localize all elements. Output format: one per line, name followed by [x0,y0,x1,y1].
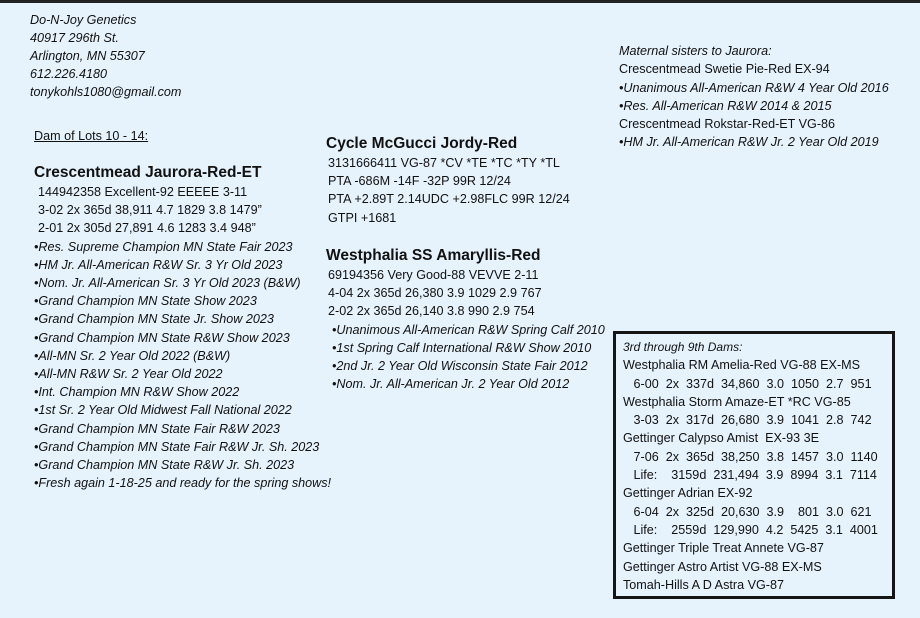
street-address: 40917 296th St. [30,31,119,45]
amaryllis-record-2: 2-02 2x 365d 26,140 3.8 990 2.9 754 [328,304,535,319]
amaryllis-honor: •2nd Jr. 2 Year Old Wisconsin State Fair 2012 [332,359,588,374]
jaurora-block [34,163,331,492]
dam-line: Gettinger Adrian EX-92 [623,486,753,501]
dam-line: 3-03 2x 317d 26,680 3.9 1041 2.8 742 [623,413,872,428]
dams-box [613,331,895,599]
amaryllis-honor: •1st Spring Calf International R&W Show 2010 [332,340,592,355]
jaurora-honor: •Grand Champion MN State Jr. Show 2023 [34,312,274,327]
phone-number: 612.226.4180 [30,67,108,81]
jaurora-honor: •Grand Champion MN State Show 2023 [34,294,257,309]
jaurora-record-1: 3-02 2x 365d 38,911 4.7 1829 3.8 1479” [38,203,262,218]
amaryllis-honor: •Unanimous All-American R&W Spring Calf 2010 [332,322,605,337]
sire-name: Cycle McGucci Jordy-Red [326,135,518,152]
jaurora-honor: •Fresh again 1-18-25 and ready for the spring shows! [34,476,332,491]
maternal-sister-line: •Res. All-American R&W 2014 & 2015 [619,98,832,113]
sire-block [326,134,570,227]
amaryllis-block [326,246,605,393]
jaurora-honor: •All-MN Sr. 2 Year Old 2022 (B&W) [34,348,231,363]
maternal-sisters-block [619,42,889,152]
sire-detail-line: 3131666411 VG-87 *CV *TE *TC *TY *TL [328,156,560,170]
dam-line: Life: 3159d 231,494 3.9 8994 3.1 7114 [623,468,877,483]
dam-line: Life: 2559d 129,990 4.2 5425 3.1 4001 [623,522,878,537]
top-border-line [0,0,920,3]
contact-block [30,11,181,101]
jaurora-honor: •Grand Champion MN State R&W Show 2023 [34,330,290,345]
jaurora-honor: •Nom. Jr. All-American Sr. 3 Yr Old 2023 (B&W) [34,276,301,291]
sire-detail-line: GTPI +1681 [328,210,397,225]
jaurora-honor: •All-MN R&W Sr. 2 Year Old 2022 [34,367,223,382]
jaurora-honor: •1st Sr. 2 Year Old Midwest Fall National 2022 [34,403,292,418]
jaurora-honor: •HM Jr. All-American R&W Sr. 3 Yr Old 2023 [34,257,283,272]
maternal-sister-line: Crescentmead Swetie Pie-Red EX-94 [619,62,830,77]
jaurora-name: Crescentmead Jaurora-Red-ET [34,164,262,181]
dam-of-lots-heading: Dam of Lots 10 - 14: [34,129,149,143]
amaryllis-id-line: 69194356 Very Good-88 VEVVE 2-11 [328,268,539,282]
jaurora-id-line: 144942358 Excellent-92 EEEEE 3-11 [38,185,248,199]
jaurora-honor: •Grand Champion MN State Fair R&W Jr. Sh. 2023 [34,439,320,454]
amaryllis-name: Westphalia SS Amaryllis-Red [326,247,541,264]
jaurora-honor: •Grand Champion MN State R&W Jr. Sh. 2023 [34,458,295,473]
dam-line: Westphalia RM Amelia-Red VG-88 EX-MS [623,358,861,373]
amaryllis-record-1: 4-04 2x 365d 26,380 3.9 1029 2.9 767 [328,286,542,301]
maternal-sister-line: Crescentmead Rokstar-Red-ET VG-86 [619,117,836,132]
city-state-zip: Arlington, MN 55307 [30,49,145,63]
jaurora-honor: •Grand Champion MN State Fair R&W 2023 [34,421,280,436]
farm-name: Do-N-Joy Genetics [30,13,137,27]
sire-detail-line: PTA +2.89T 2.14UDC +2.98FLC 99R 12/24 [328,192,570,207]
dam-line: Tomah-Hills A D Astra VG-87 [623,577,784,592]
jaurora-honor: •Int. Champion MN R&W Show 2022 [34,385,240,400]
dam-line: 6-00 2x 337d 34,860 3.0 1050 2.7 951 [623,376,872,391]
maternal-sister-line: •HM Jr. All-American R&W Jr. 2 Year Old 2019 [619,135,879,150]
dam-line: 7-06 2x 365d 38,250 3.8 1457 3.0 1140 [623,449,878,464]
maternal-sisters-heading: Maternal sisters to Jaurora: [619,44,772,58]
email-address: tonykohls1080@gmail.com [30,85,182,99]
dam-line: Gettinger Calypso Amist EX-93 3E [623,431,819,446]
jaurora-honor: •Res. Supreme Champion MN State Fair 2023 [34,239,293,254]
dams-list [623,338,878,594]
maternal-sister-line: •Unanimous All-American R&W 4 Year Old 2016 [619,80,889,95]
dam-line: Westphalia Storm Amaze-ET *RC VG-85 [623,394,851,409]
jaurora-record-2: 2-01 2x 305d 27,891 4.6 1283 3.4 948” [38,221,256,236]
amaryllis-honor: •Nom. Jr. All-American Jr. 2 Year Old 2012 [332,377,570,392]
dam-line: Gettinger Astro Artist VG-88 EX-MS [623,559,822,574]
dam-line: Gettinger Triple Treat Annete VG-87 [623,541,824,556]
dams-heading: 3rd through 9th Dams: [623,340,743,354]
dam-line: 6-04 2x 325d 20,630 3.9 801 3.0 621 [623,504,872,519]
sire-detail-line: PTA -686M -14F -32P 99R 12/24 [328,174,511,189]
